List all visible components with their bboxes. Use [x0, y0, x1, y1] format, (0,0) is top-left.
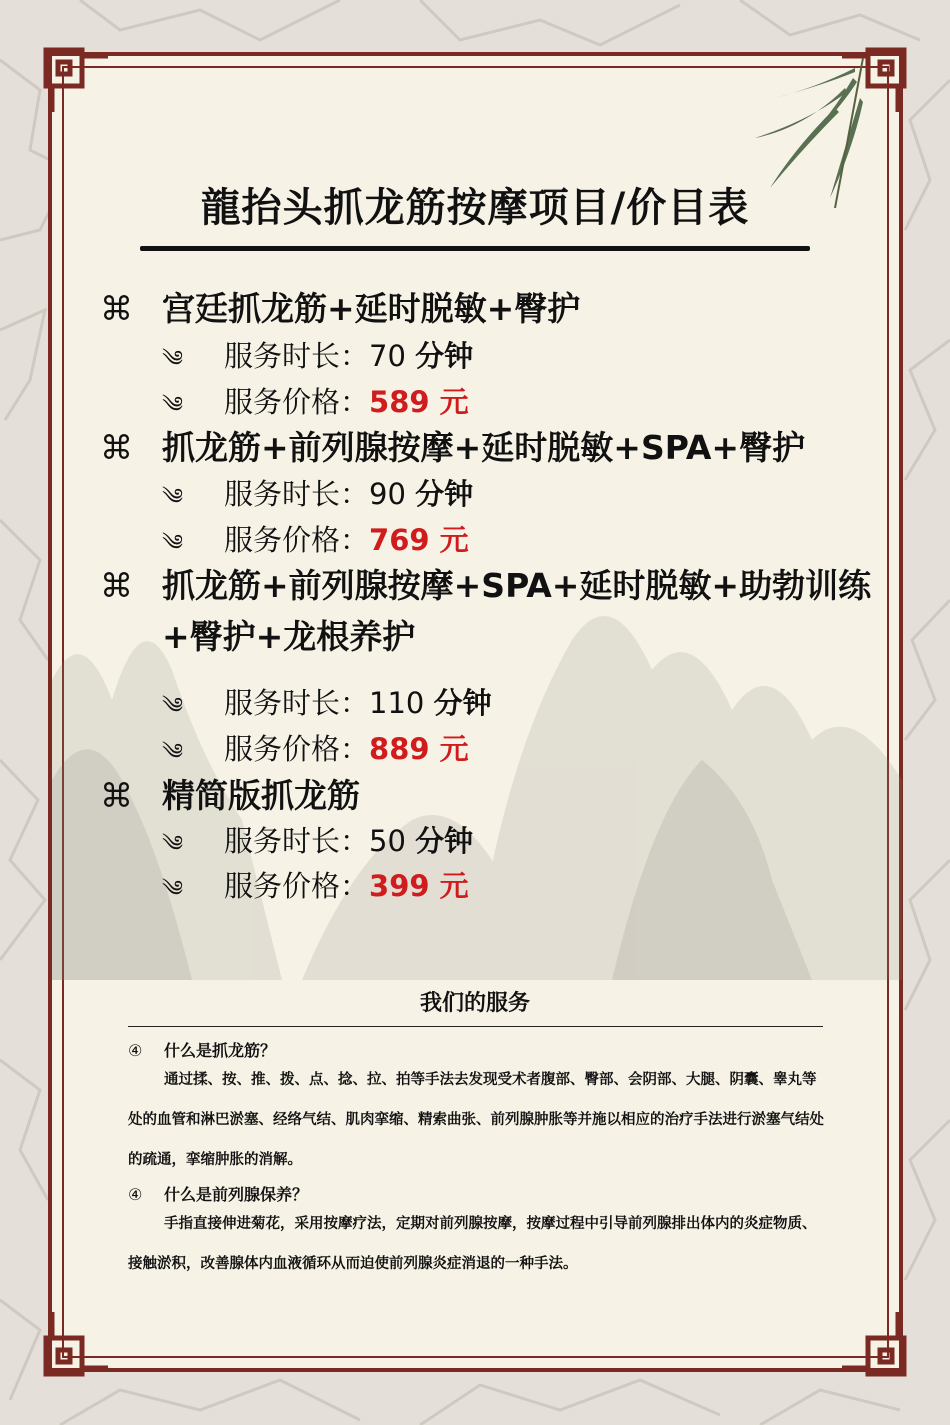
duration-value: 110: [369, 686, 425, 720]
price-value: 889 元: [369, 732, 469, 766]
duration-label: 服务时长：: [224, 824, 370, 858]
place-of-interest-icon: ⌘: [100, 289, 133, 328]
duration-unit: 分钟: [433, 686, 492, 720]
service-item-4-name: [100, 770, 360, 817]
faq-question-2: [128, 1182, 308, 1205]
duration-label: 服务时长：: [224, 686, 370, 720]
price-value: 399 元: [369, 869, 469, 903]
scroll-bullet-icon: ༄: [162, 531, 184, 556]
service-item-3-name: [100, 560, 871, 607]
price-label: 服务价格：: [224, 732, 370, 766]
duration-label: 服务时长：: [224, 477, 370, 511]
question-text: 什么是抓龙筋？: [164, 1041, 277, 1060]
question-text: 什么是前列腺保养？: [164, 1185, 309, 1204]
scroll-bullet-icon: ༄: [162, 832, 184, 857]
scroll-bullet-icon: ༄: [162, 740, 184, 765]
corner-ornament-bottom-right: [836, 1306, 908, 1378]
title-underline: [140, 246, 810, 251]
place-of-interest-icon: ⌘: [100, 428, 133, 467]
duration-unit: 分钟: [415, 477, 474, 511]
duration-value: 50: [369, 824, 406, 858]
service-item-3-name-continued: +臀护+龙根养护: [162, 617, 416, 656]
services-section-title: 我们的服务: [419, 991, 530, 1016]
item-name: 精简版抓龙筋: [162, 776, 360, 815]
price-label: 服务价格：: [224, 523, 370, 557]
price-label: 服务价格：: [224, 869, 370, 903]
price-value: 769 元: [369, 523, 469, 557]
scroll-bullet-icon: ༄: [162, 877, 184, 902]
faq-question-1: [128, 1038, 276, 1061]
duration-unit: 分钟: [415, 339, 474, 373]
circled-number-icon: ④: [128, 1185, 143, 1204]
scroll-bullet-icon: ༄: [162, 694, 184, 719]
corner-ornament-top-left: [42, 46, 114, 118]
scroll-bullet-icon: ༄: [162, 347, 184, 372]
item-name: 宫廷抓龙筋+延时脱敏+臀护: [162, 289, 581, 328]
item-name: 抓龙筋+前列腺按摩+SPA+延时脱敏+助勃训练: [162, 566, 872, 605]
faq-answer-1: 通过揉、按、推、拨、点、捻、拉、拍等手法去发现受术者腹部、臀部、会阴部、大腿、阴囊、睾丸等处的血管和淋巴淤塞、经络气结、肌肉挛缩、精索曲张、前列腺肿胀等并施以相应的治疗手法进行淤塞气结处的疏通，挛缩肿胀的消解。: [128, 1072, 824, 1168]
page-title: 龍抬头抓龙筋按摩项目/价目表: [200, 185, 750, 231]
corner-ornament-bottom-left: [42, 1306, 114, 1378]
place-of-interest-icon: ⌘: [100, 566, 133, 605]
circled-number-icon: ④: [128, 1041, 143, 1060]
price-label: 服务价格：: [224, 385, 370, 419]
service-item-1-name: [100, 283, 580, 330]
scroll-bullet-icon: ༄: [162, 393, 184, 418]
scroll-bullet-icon: ༄: [162, 485, 184, 510]
duration-value: 90: [369, 477, 406, 511]
duration-value: 70: [369, 339, 406, 373]
duration-label: 服务时长：: [224, 339, 370, 373]
price-value: 589 元: [369, 385, 469, 419]
service-item-4-price: [162, 864, 469, 926]
faq-answer-2: 手指直接伸进菊花，采用按摩疗法，定期对前列腺按摩，按摩过程中引导前列腺排出体内的炎症物质、接触淤积，改善腺体内血液循环从而迫使前列腺炎症消退的一种手法。: [128, 1216, 817, 1272]
services-divider: [128, 1026, 823, 1027]
place-of-interest-icon: ⌘: [100, 776, 133, 815]
service-item-2-name: [100, 422, 805, 469]
duration-unit: 分钟: [415, 824, 474, 858]
item-name: 抓龙筋+前列腺按摩+延时脱敏+SPA+臀护: [162, 428, 806, 467]
